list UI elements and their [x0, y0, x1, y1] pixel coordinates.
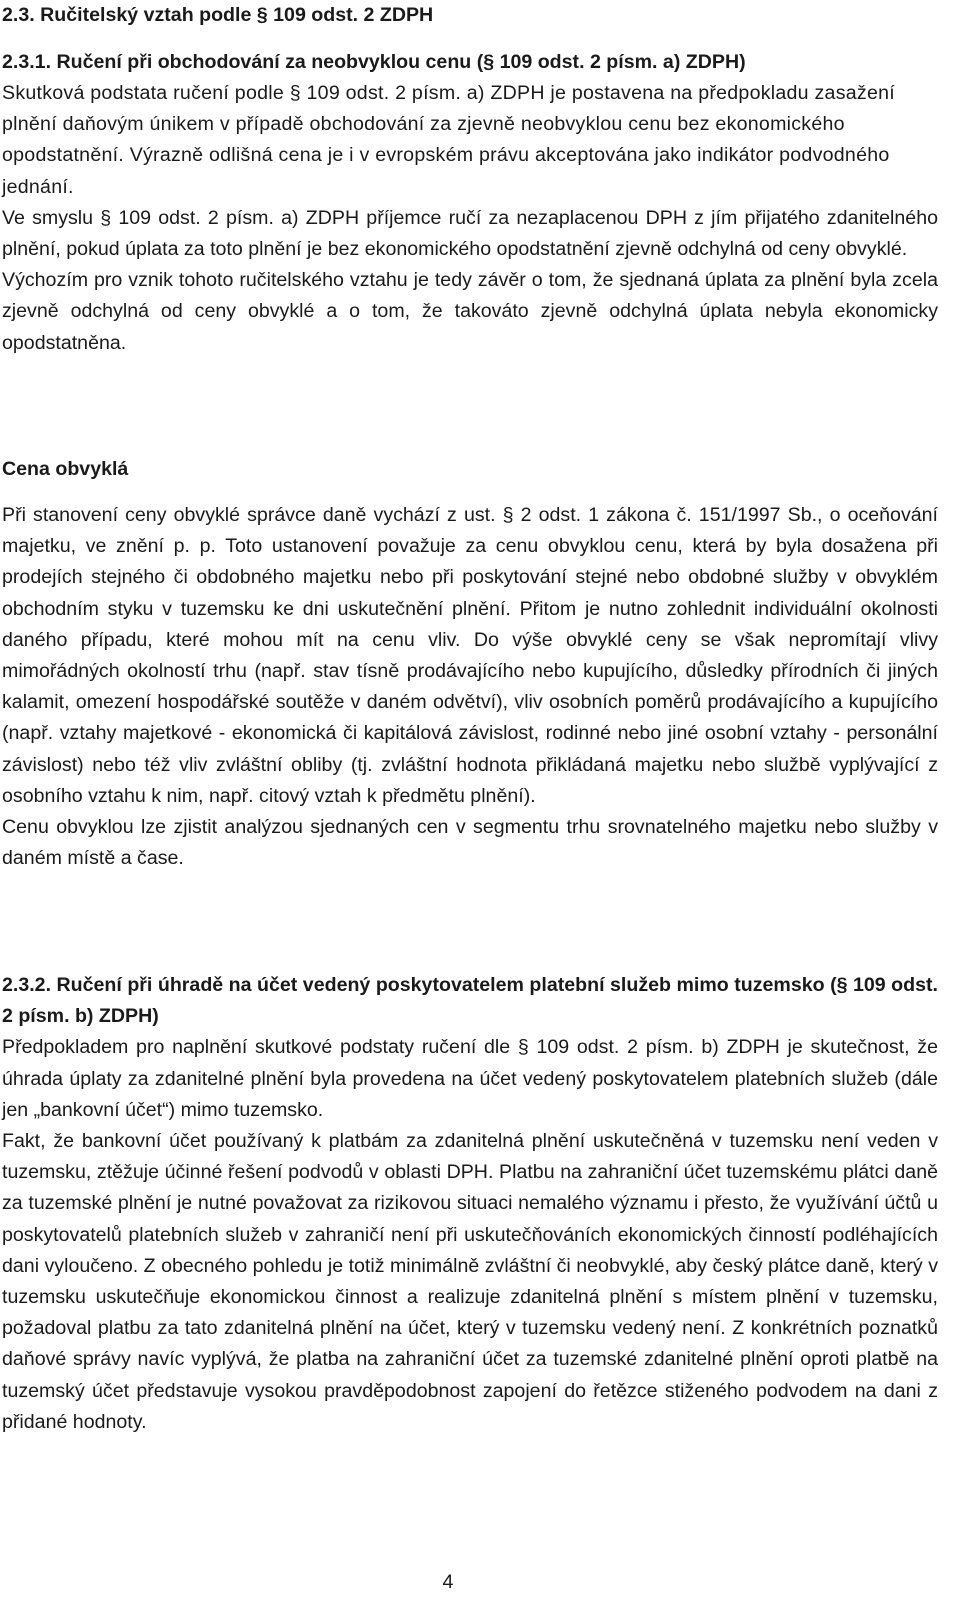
- paragraph: Ve smyslu § 109 odst. 2 písm. a) ZDPH příjemce ručí za nezaplacenou DPH z jím přijatého zdanitelného plnění, pokud úplata za toto plnění je bez ekonomického opodstatnění zjevně odchylná od ceny obvyklé.: [2, 206, 938, 261]
- paragraph: Cenu obvyklou lze zjistit analýzou sjednaných cen v segmentu trhu srovnatelného majetku nebo služby v daném místě a čase.: [2, 816, 938, 870]
- subsection-2-3-1-body: [2, 78, 938, 359]
- section-heading-2-3: 2.3. Ručitelský vztah podle § 109 odst. 2 ZDPH: [2, 4, 434, 26]
- paragraph: Fakt, že bankovní účet používaný k platbám za zdanitelná plnění uskutečněná v tuzemsku není veden v tuzemsku, ztěžuje účinné řešení podvodů v oblasti DPH. Platbu na zahraniční účet tuzemskému plátci daně za tuzemské plnění je nutné považovat za rizikovou situaci nemalého významu i přesto, že využívání účtů u poskytovatelů platebních služeb v zahraničí není při uskutečňováních ekonomických činností podléhajících dani vyloučeno. Z obecného pohledu je totiž minimálně zvláštní či neobvyklé, aby český plátce daně, který v tuzemsku uskutečňuje ekonomickou činnost a realizuje zdanitelná plnění s místem plnění v tuzemsku, požadoval platbu za tato zdanitelná plnění na účet, který v tuzemsku vedený není. Z konkrétních poznatků daňové správy navíc vyplývá, že platba na zahraniční účet za tuzemské zdanitelné plnění oproti platbě na tuzemský účet představuje vysokou pravděpodobnost zapojení do řetězce stiženého podvodem na dani z přidané hodnoty.: [2, 1130, 938, 1433]
- subsection-2-3-2: [2, 970, 938, 1438]
- subsection-heading-2-3-2: 2.3.2. Ručení při úhradě na účet vedený poskytovatelem platební služeb mimo tuzemsko (§ 109 odst. 2 písm. b) ZDPH): [2, 974, 938, 1028]
- paragraph: Skutková podstata ručení podle § 109 odst. 2 písm. a) ZDPH je postavena na předpokladu zasažení plnění daňovým únikem v případě obchodování za zjevně neobvyklou cenu bez ekonomického opodstatnění. Výrazně odlišná cena je i v evropském právu akceptována jako indikátor podvodného jednání.: [2, 82, 895, 198]
- paragraph: Při stanovení ceny obvyklé správce daně vychází z ust. § 2 odst. 1 zákona č. 151/1997 Sb., o oceňování majetku, ve znění p. p. Toto ustanovení považuje za cenu obvyklou cenu, která by byla dosažena při prodejích stejného či obdobného majetku nebo při poskytování stejné nebo obdobné služby v obvyklém obchodním styku v tuzemsku ke dni uskutečnění plnění. Přitom je nutno zohlednit individuální okolnosti daného případu, které mohou mít na cenu vliv. Do výše obvyklé ceny se však nepromítají vlivy mimořádných okolností trhu (např. stav tísně prodávajícího nebo kupujícího, důsledky přírodních či jiných kalamit, omezení hospodářské soutěže v daném odvětví), vliv osobních poměrů prodávajícího a kupujícího (např. vztahy majetkové - ekonomická či kapitálová závislost, rodinné nebo jiné osobní vztahy - personální závislost) nebo též vliv zvláštní obliby (tj. zvláštní hodnota přikládaná majetku nebo službě vyplývající z osobního vztahu k nim, např. citový vztah k předmětu plnění).: [2, 504, 938, 807]
- paragraph: Předpokladem pro naplnění skutkové podstaty ručení dle § 109 odst. 2 písm. b) ZDPH je skutečnost, že úhrada úplaty za zdanitelné plnění byla provedena na účet vedený poskytovatelem platebních služeb (dále jen „bankovní účet“) mimo tuzemsko.: [2, 1036, 938, 1121]
- page-number: 4: [442, 1571, 454, 1593]
- cena-obvykla-body: [2, 500, 938, 874]
- heading-cena-obvykla: Cena obvyklá: [2, 458, 129, 480]
- subsection-heading-2-3-1: 2.3.1. Ručení při obchodování za neobvyklou cenu (§ 109 odst. 2 písm. a) ZDPH): [2, 51, 746, 73]
- paragraph: Výchozím pro vznik tohoto ručitelského vztahu je tedy závěr o tom, že sjednaná úplata za plnění byla zcela zjevně odchylná od ceny obvyklé a o tom, že takováto zjevně odchylná úplata nebyla ekonomicky opodstatněna.: [2, 269, 938, 354]
